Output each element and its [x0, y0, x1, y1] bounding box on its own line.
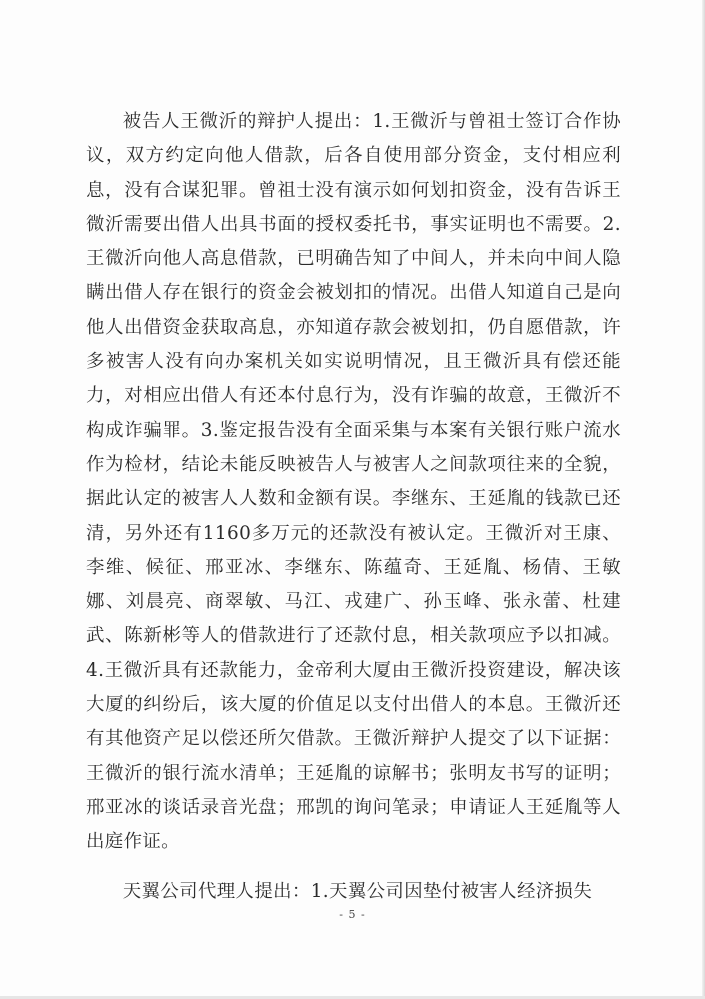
paragraph-tianyi-agent: 天翼公司代理人提出：1.天翼公司因垫付被害人经济损失	[122, 881, 593, 902]
paragraph-defense-arguments: 被告人王微沂的辩护人提出：1.王微沂与曾祖士签订合作协议，双方约定向他人借款，后各自使用部分资金，支付相应利息，没有合谋犯罪。曾祖士没有演示如何划扣资金，没有告诉王微沂需要出借人出具书面的授权委托书，事实证明也不需要。2.王微沂向他人高息借款，已明确告知了中间人，并未向中间人隐瞒出借人存在银行的资金会被划扣的情况。出借人知道自己是向他人出借资金获取高息，亦知道存款会被划扣，仍自愿借款，许多被害人没有向办案机关如实说明情况，且王微沂具有偿还能力，对相应出借人有还本付息行为，没有诈骗的故意，王微沂不构成诈骗罪。3.鉴定报告没有全面采集与本案有关银行账户流水作为检材，结论未能反映被告人与被害人之间款项往来的全貌，据此认定的被害人人数和金额有误。李继东、王延胤的钱款已还清，另外还有1160多万元的还款没有被认定。王微沂对王康、李维、候征、邢亚冰、李继东、陈蕴奇、王延胤、杨倩、王敏娜、刘晨亮、商翠敏、马江、戎建广、孙玉峰、张永蕾、杜建武、陈新彬等人的借款进行了还款付息，相关款项应予以扣减。4.王微沂具有还款能力，金帝利大厦由王微沂投资建设，解决该大厦的纠纷后，该大厦的价值足以支付出借人的本息。王微沂还有其他资产足以偿还所欠借款。王微沂辩护人提交了以下证据：王微沂的银行流水清单；王延胤的谅解书；张明友书写的证明；邢亚冰的谈话录音光盘；邢凯的询问笔录；申请证人王延胤等人出庭作证。	[86, 111, 621, 853]
page-number: - 5 -	[339, 908, 366, 921]
